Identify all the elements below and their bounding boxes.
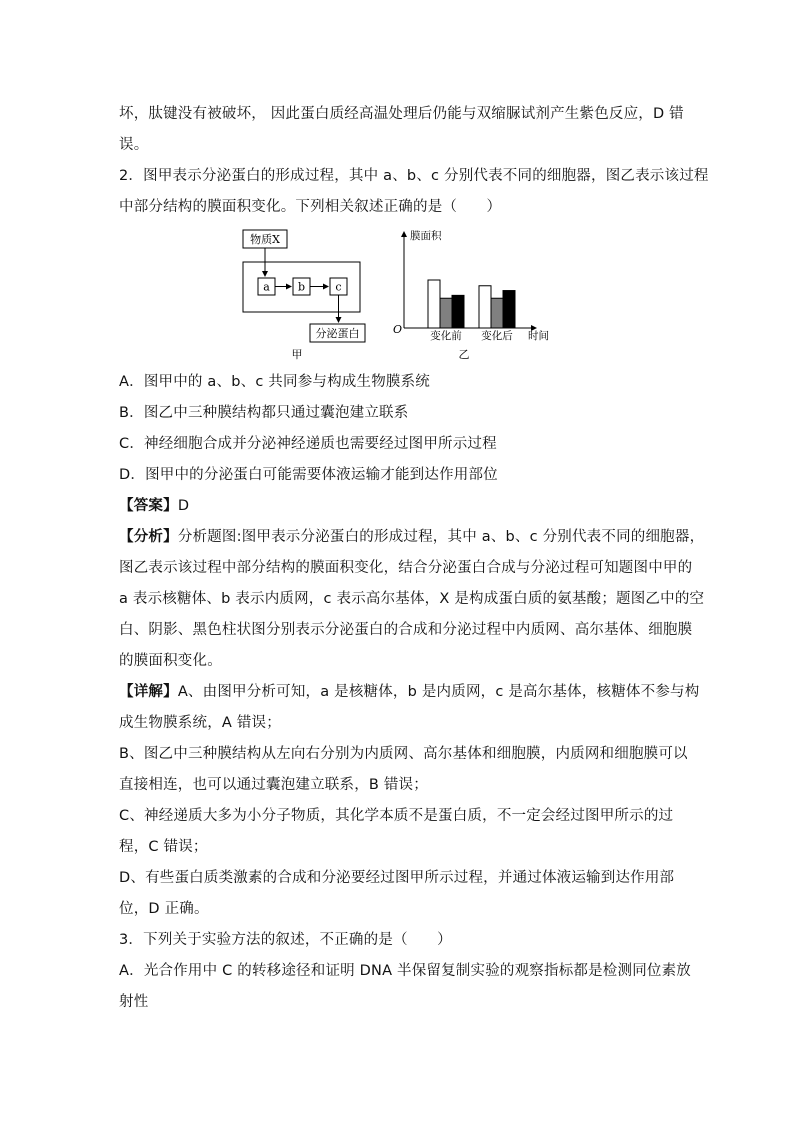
node-b-label: b xyxy=(297,280,306,294)
figure-yi-caption: 乙 xyxy=(458,348,470,361)
bar-2-1 xyxy=(479,286,491,328)
detail-tag: 【详解】 xyxy=(119,684,178,700)
detail-line: 直接相连，也可以通过囊泡建立联系，B 错误； xyxy=(119,777,428,793)
detail-line: 位，D 正确。 xyxy=(119,901,209,917)
analysis-line xyxy=(119,527,704,547)
x-axis-label: 时间 xyxy=(528,330,549,342)
q1-text-line: 坏，肽键没有被破坏， 因此蛋白质经高温处理后仍能与双缩脲试剂产生紫色反应，D 错 xyxy=(119,106,684,122)
option-c: C．神经细胞合成并分泌神经递质也需要经过图甲所示过程 xyxy=(119,436,497,452)
answer-value: D xyxy=(177,498,190,514)
node-c-label: c xyxy=(335,280,342,294)
output-label: 分泌蛋白 xyxy=(315,327,360,340)
bar-1-3 xyxy=(452,295,464,328)
figure-yi-chart xyxy=(390,226,560,366)
detail-line: D、有些蛋白质类激素的合成和分泌要经过图甲所示过程，并通过体液运输到达作用部 xyxy=(119,870,675,886)
detail-line xyxy=(119,682,699,702)
x-category-label: 变化前 xyxy=(430,330,462,342)
analysis-line: a 表示核糖体、b 表示内质网，c 表示高尔基体，X 是构成蛋白质的氨基酸；题图乙中的空 xyxy=(119,591,705,607)
figure-jia-caption: 甲 xyxy=(291,348,303,361)
input-label: 物质X xyxy=(250,233,280,246)
detail-line: 成生物膜系统，A 错误； xyxy=(119,715,281,731)
q3-option-a-line: A．光合作用中 C 的转移途径和证明 DNA 半保留复制实验的观察指标都是检测同位素放 xyxy=(119,963,692,979)
q3-option-a-line: 射性 xyxy=(119,994,149,1010)
analysis-text: 分析题图:图甲表示分泌蛋白的形成过程，其中 a、b、c 分别代表不同的细胞器， xyxy=(177,529,705,545)
answer-tag: 【答案】 xyxy=(119,498,178,514)
node-a-label: a xyxy=(263,280,270,294)
detail-line: 程，C 错误； xyxy=(119,839,208,855)
q2-stem-line: 中部分结构的膜面积变化。下列相关叙述正确的是（ ） xyxy=(119,199,502,215)
option-a: A．图甲中的 a、b、c 共同参与构成生物膜系统 xyxy=(119,374,430,390)
q3-stem: 3．下列关于实验方法的叙述，不正确的是（ ） xyxy=(119,932,452,948)
option-b: B．图乙中三种膜结构都只通过囊泡建立联系 xyxy=(119,405,409,421)
detail-text: A、由图甲分析可知，a 是核糖体，b 是内质网，c 是高尔基体，核糖体不参与构 xyxy=(177,684,700,700)
detail-line: B、图乙中三种膜结构从左向右分别为内质网、高尔基体和细胞膜，内质网和细胞膜可以 xyxy=(119,746,688,762)
y-axis-label: 膜面积 xyxy=(410,230,442,242)
answer-line xyxy=(119,496,189,516)
analysis-tag: 【分析】 xyxy=(119,529,178,545)
analysis-line: 图乙表示该过程中部分结构的膜面积变化，结合分泌蛋白合成与分泌过程可知题图中甲的 xyxy=(119,560,693,576)
x-category-label: 变化后 xyxy=(481,330,513,342)
option-d: D．图甲中的分泌蛋白可能需要体液运输才能到达作用部位 xyxy=(119,467,498,483)
origin-label: O xyxy=(393,323,403,336)
figure-jia-diagram xyxy=(238,226,373,366)
bar-2-2 xyxy=(491,298,503,328)
analysis-line: 的膜面积变化。 xyxy=(119,653,222,669)
analysis-line: 白、阴影、黑色柱状图分别表示分泌蛋白的合成和分泌过程中内质网、高尔基体、细胞膜 xyxy=(119,622,693,638)
q2-stem-line: 2．图甲表示分泌蛋白的形成过程，其中 a、b、c 分别代表不同的细胞器，图乙表示该过程 xyxy=(119,168,709,184)
bar-1-1 xyxy=(428,280,440,328)
q1-text-line: 误。 xyxy=(119,137,149,153)
detail-line: C、神经递质大多为小分子物质，其化学本质不是蛋白质，不一定会经过图甲所示的过 xyxy=(119,808,674,824)
bar-1-2 xyxy=(440,298,452,328)
bar-2-3 xyxy=(503,291,515,328)
